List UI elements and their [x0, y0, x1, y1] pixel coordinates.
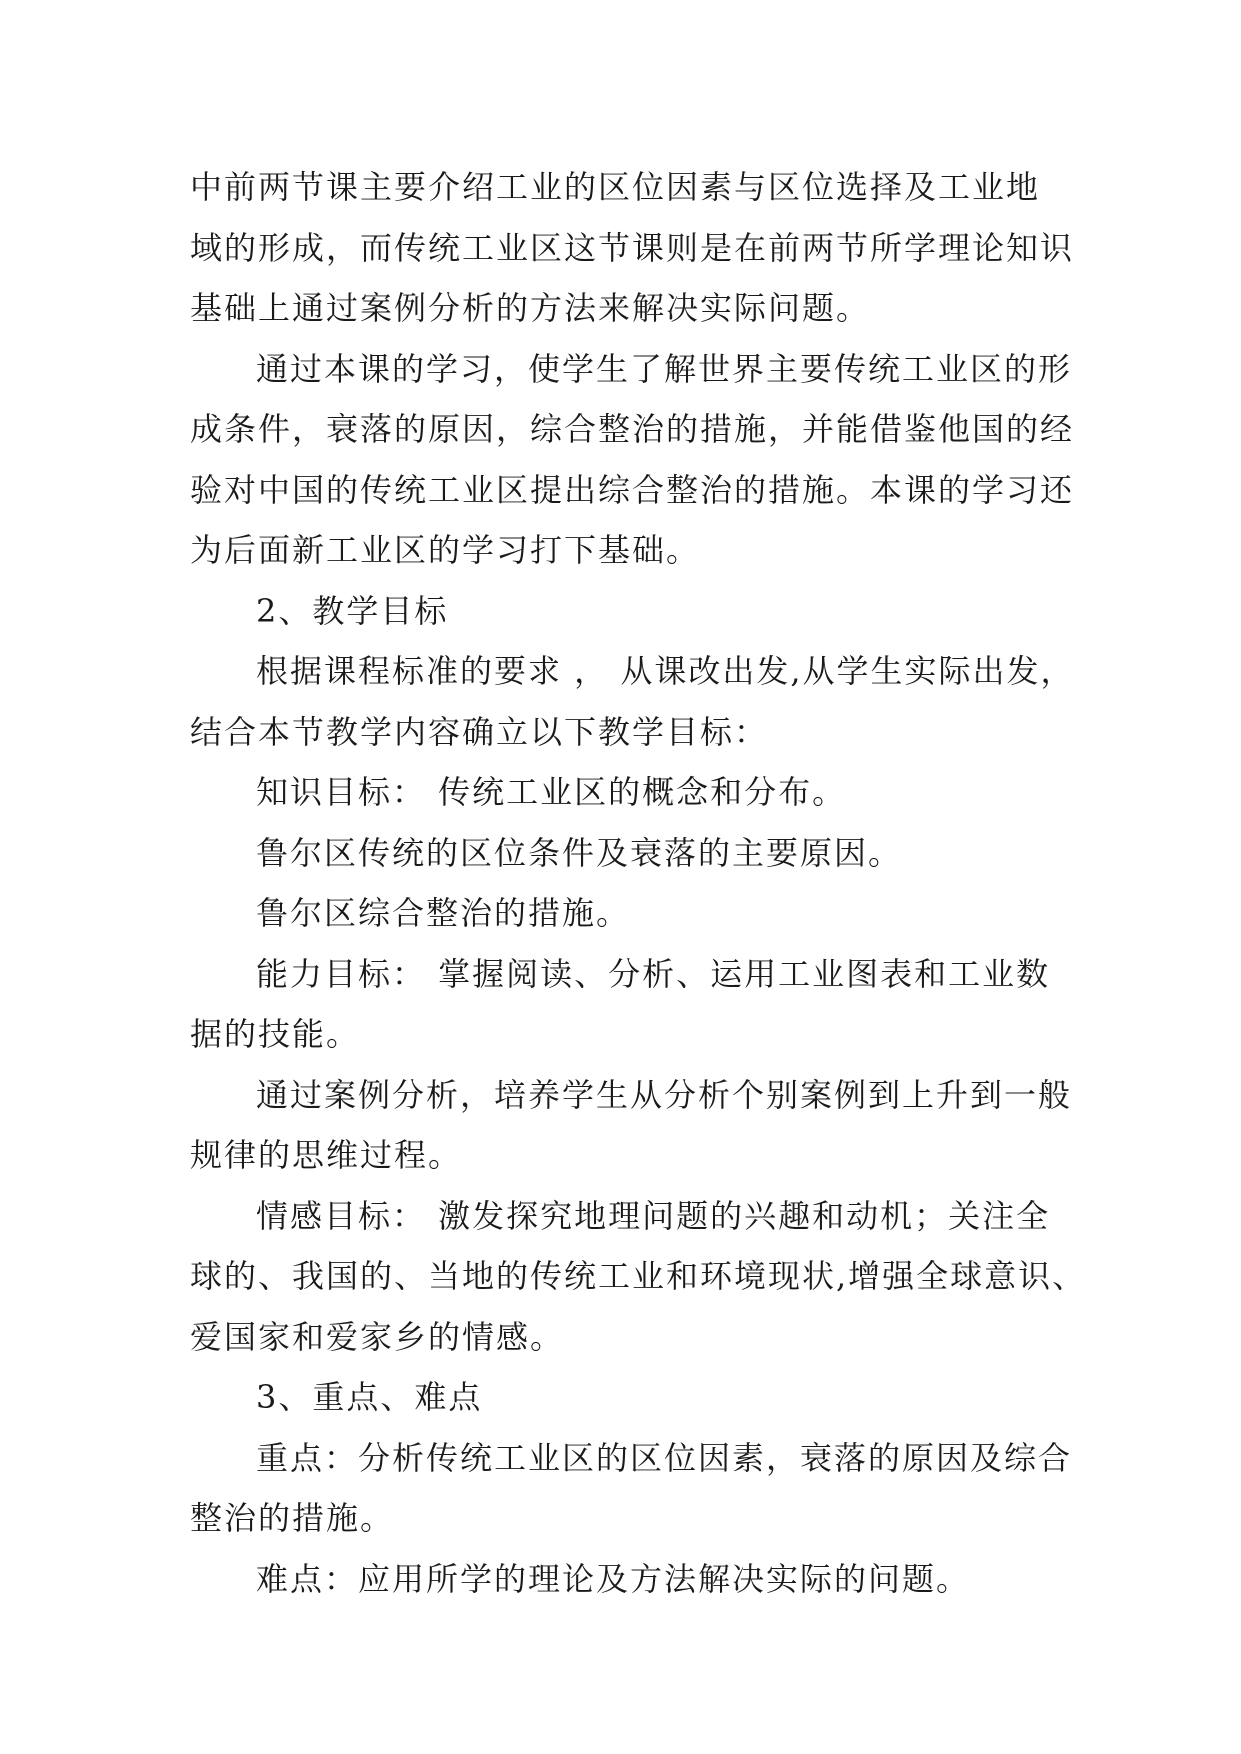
- section-heading: 2、教学目标: [256, 592, 449, 630]
- text-line: 爱国家和爱家乡的情感。: [190, 1318, 565, 1356]
- text-line: 鲁尔区传统的区位条件及衰落的主要原因。: [256, 834, 903, 872]
- text-line: 通过案例分析，培养学生从分析个别案例到上升到一般: [256, 1076, 1073, 1114]
- text-line: 中前两节课主要介绍工业的区位因素与区位选择及工业地: [190, 168, 1041, 206]
- text-line: 为后面新工业区的学习打下基础。: [190, 531, 701, 569]
- text-line: 规律的思维过程。: [190, 1136, 463, 1174]
- text-line: 基础上通过案例分析的方法来解决实际问题。: [190, 289, 871, 327]
- text-line: 能力目标： 掌握阅读、分析、运用工业图表和工业数: [256, 955, 1051, 993]
- text-line: 成条件，衰落的原因，综合整治的措施，并能借鉴他国的经: [190, 410, 1075, 448]
- text-line: 鲁尔区综合整治的措施。: [256, 894, 631, 932]
- text-line: 球的、我国的、当地的传统工业和环境现状,增强全球意识、: [190, 1257, 1087, 1295]
- text-line: 域的形成，而传统工业区这节课则是在前两节所学理论知识: [190, 229, 1075, 267]
- text-line: 难点：应用所学的理论及方法解决实际的问题。: [256, 1560, 971, 1598]
- text-line: 重点：分析传统工业区的区位因素，衰落的原因及综合: [256, 1439, 1073, 1477]
- text-line: 据的技能。: [190, 1015, 361, 1053]
- text-line: 整治的措施。: [190, 1499, 395, 1537]
- text-line: 验对中国的传统工业区提出综合整治的措施。本课的学习还: [190, 471, 1075, 509]
- text-line: 知识目标： 传统工业区的概念和分布。: [256, 773, 847, 811]
- text-line: 根据课程标准的要求 ， 从课改出发,从学生实际出发，: [256, 652, 1075, 690]
- section-heading: 3、重点、难点: [256, 1378, 483, 1416]
- text-line: 通过本课的学习，使学生了解世界主要传统工业区的形: [256, 350, 1073, 388]
- text-line: 情感目标： 激发探究地理问题的兴趣和动机；关注全: [256, 1197, 1051, 1235]
- text-line: 结合本节教学内容确立以下教学目标：: [190, 713, 769, 751]
